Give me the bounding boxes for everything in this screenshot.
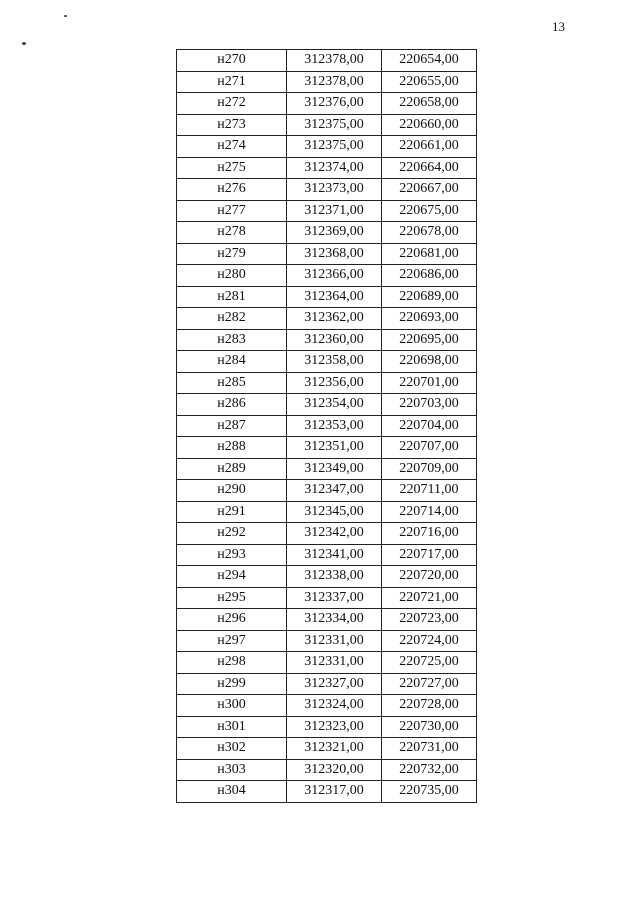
- table-row: [177, 716, 477, 738]
- table-row: [177, 308, 477, 330]
- table-row: [177, 351, 477, 373]
- table-row: [177, 286, 477, 308]
- y-coordinate-cell: 220695,00: [382, 329, 477, 351]
- table-row: [177, 544, 477, 566]
- point-id-cell: н288: [177, 437, 287, 459]
- x-coordinate-cell: 312362,00: [287, 308, 382, 330]
- y-coordinate-cell: 220707,00: [382, 437, 477, 459]
- point-id-cell: н298: [177, 652, 287, 674]
- x-coordinate-cell: 312378,00: [287, 71, 382, 93]
- table-row: [177, 437, 477, 459]
- point-id-cell: н287: [177, 415, 287, 437]
- table-row: [177, 415, 477, 437]
- y-coordinate-cell: 220727,00: [382, 673, 477, 695]
- y-coordinate-cell: 220728,00: [382, 695, 477, 717]
- x-coordinate-cell: 312324,00: [287, 695, 382, 717]
- point-id-cell: н297: [177, 630, 287, 652]
- table-row: [177, 265, 477, 287]
- table-row: [177, 458, 477, 480]
- table-row: [177, 136, 477, 158]
- x-coordinate-cell: 312321,00: [287, 738, 382, 760]
- table-row: [177, 329, 477, 351]
- y-coordinate-cell: 220661,00: [382, 136, 477, 158]
- y-coordinate-cell: 220660,00: [382, 114, 477, 136]
- table-row: [177, 394, 477, 416]
- x-coordinate-cell: 312376,00: [287, 93, 382, 115]
- y-coordinate-cell: 220724,00: [382, 630, 477, 652]
- table-row: [177, 480, 477, 502]
- x-coordinate-cell: 312364,00: [287, 286, 382, 308]
- x-coordinate-cell: 312371,00: [287, 200, 382, 222]
- point-id-cell: н276: [177, 179, 287, 201]
- y-coordinate-cell: 220735,00: [382, 781, 477, 803]
- point-id-cell: н282: [177, 308, 287, 330]
- x-coordinate-cell: 312373,00: [287, 179, 382, 201]
- y-coordinate-cell: 220698,00: [382, 351, 477, 373]
- table-row: [177, 759, 477, 781]
- coordinates-table: [176, 49, 477, 803]
- table-row: [177, 501, 477, 523]
- point-id-cell: н301: [177, 716, 287, 738]
- point-id-cell: н271: [177, 71, 287, 93]
- point-id-cell: н290: [177, 480, 287, 502]
- y-coordinate-cell: 220681,00: [382, 243, 477, 265]
- point-id-cell: н277: [177, 200, 287, 222]
- table-row: [177, 630, 477, 652]
- point-id-cell: н304: [177, 781, 287, 803]
- point-id-cell: н303: [177, 759, 287, 781]
- x-coordinate-cell: 312374,00: [287, 157, 382, 179]
- table-row: [177, 50, 477, 72]
- x-coordinate-cell: 312366,00: [287, 265, 382, 287]
- point-id-cell: н299: [177, 673, 287, 695]
- page-number: 13: [552, 19, 565, 34]
- point-id-cell: н278: [177, 222, 287, 244]
- x-coordinate-cell: 312327,00: [287, 673, 382, 695]
- y-coordinate-cell: 220686,00: [382, 265, 477, 287]
- y-coordinate-cell: 220664,00: [382, 157, 477, 179]
- table-row: [177, 243, 477, 265]
- point-id-cell: н281: [177, 286, 287, 308]
- table-row: [177, 781, 477, 803]
- y-coordinate-cell: 220723,00: [382, 609, 477, 631]
- point-id-cell: н296: [177, 609, 287, 631]
- table-row: [177, 372, 477, 394]
- x-coordinate-cell: 312368,00: [287, 243, 382, 265]
- table-row: [177, 157, 477, 179]
- x-coordinate-cell: 312342,00: [287, 523, 382, 545]
- table-row: [177, 695, 477, 717]
- x-coordinate-cell: 312378,00: [287, 50, 382, 72]
- y-coordinate-cell: 220720,00: [382, 566, 477, 588]
- table-row: [177, 71, 477, 93]
- y-coordinate-cell: 220658,00: [382, 93, 477, 115]
- point-id-cell: н295: [177, 587, 287, 609]
- table-row: [177, 738, 477, 760]
- table-row: [177, 609, 477, 631]
- y-coordinate-cell: 220703,00: [382, 394, 477, 416]
- scan-speck: [22, 42, 26, 45]
- point-id-cell: н283: [177, 329, 287, 351]
- point-id-cell: н294: [177, 566, 287, 588]
- table-row: [177, 587, 477, 609]
- x-coordinate-cell: 312334,00: [287, 609, 382, 631]
- x-coordinate-cell: 312331,00: [287, 652, 382, 674]
- y-coordinate-cell: 220716,00: [382, 523, 477, 545]
- table-row: [177, 652, 477, 674]
- x-coordinate-cell: 312375,00: [287, 136, 382, 158]
- table-row: [177, 114, 477, 136]
- y-coordinate-cell: 220732,00: [382, 759, 477, 781]
- table-row: [177, 523, 477, 545]
- x-coordinate-cell: 312351,00: [287, 437, 382, 459]
- point-id-cell: н300: [177, 695, 287, 717]
- y-coordinate-cell: 220725,00: [382, 652, 477, 674]
- point-id-cell: н291: [177, 501, 287, 523]
- y-coordinate-cell: 220701,00: [382, 372, 477, 394]
- point-id-cell: н275: [177, 157, 287, 179]
- point-id-cell: н292: [177, 523, 287, 545]
- x-coordinate-cell: 312337,00: [287, 587, 382, 609]
- y-coordinate-cell: 220709,00: [382, 458, 477, 480]
- x-coordinate-cell: 312320,00: [287, 759, 382, 781]
- table-row: [177, 200, 477, 222]
- x-coordinate-cell: 312354,00: [287, 394, 382, 416]
- y-coordinate-cell: 220704,00: [382, 415, 477, 437]
- y-coordinate-cell: 220689,00: [382, 286, 477, 308]
- x-coordinate-cell: 312358,00: [287, 351, 382, 373]
- table-row: [177, 566, 477, 588]
- x-coordinate-cell: 312323,00: [287, 716, 382, 738]
- y-coordinate-cell: 220693,00: [382, 308, 477, 330]
- point-id-cell: н270: [177, 50, 287, 72]
- y-coordinate-cell: 220675,00: [382, 200, 477, 222]
- table-row: [177, 673, 477, 695]
- point-id-cell: н274: [177, 136, 287, 158]
- x-coordinate-cell: 312331,00: [287, 630, 382, 652]
- table-row: [177, 179, 477, 201]
- x-coordinate-cell: 312345,00: [287, 501, 382, 523]
- y-coordinate-cell: 220678,00: [382, 222, 477, 244]
- y-coordinate-cell: 220654,00: [382, 50, 477, 72]
- point-id-cell: н280: [177, 265, 287, 287]
- scan-speck: [64, 15, 67, 17]
- point-id-cell: н279: [177, 243, 287, 265]
- coordinates-table-body: [177, 50, 477, 803]
- y-coordinate-cell: 220655,00: [382, 71, 477, 93]
- point-id-cell: н284: [177, 351, 287, 373]
- x-coordinate-cell: 312353,00: [287, 415, 382, 437]
- y-coordinate-cell: 220711,00: [382, 480, 477, 502]
- x-coordinate-cell: 312375,00: [287, 114, 382, 136]
- x-coordinate-cell: 312317,00: [287, 781, 382, 803]
- y-coordinate-cell: 220717,00: [382, 544, 477, 566]
- y-coordinate-cell: 220714,00: [382, 501, 477, 523]
- point-id-cell: н302: [177, 738, 287, 760]
- point-id-cell: н272: [177, 93, 287, 115]
- x-coordinate-cell: 312347,00: [287, 480, 382, 502]
- table-row: [177, 93, 477, 115]
- point-id-cell: н285: [177, 372, 287, 394]
- point-id-cell: н289: [177, 458, 287, 480]
- y-coordinate-cell: 220731,00: [382, 738, 477, 760]
- y-coordinate-cell: 220667,00: [382, 179, 477, 201]
- table-row: [177, 222, 477, 244]
- x-coordinate-cell: 312341,00: [287, 544, 382, 566]
- y-coordinate-cell: 220730,00: [382, 716, 477, 738]
- point-id-cell: н293: [177, 544, 287, 566]
- point-id-cell: н286: [177, 394, 287, 416]
- x-coordinate-cell: 312349,00: [287, 458, 382, 480]
- point-id-cell: н273: [177, 114, 287, 136]
- x-coordinate-cell: 312360,00: [287, 329, 382, 351]
- y-coordinate-cell: 220721,00: [382, 587, 477, 609]
- x-coordinate-cell: 312338,00: [287, 566, 382, 588]
- x-coordinate-cell: 312356,00: [287, 372, 382, 394]
- x-coordinate-cell: 312369,00: [287, 222, 382, 244]
